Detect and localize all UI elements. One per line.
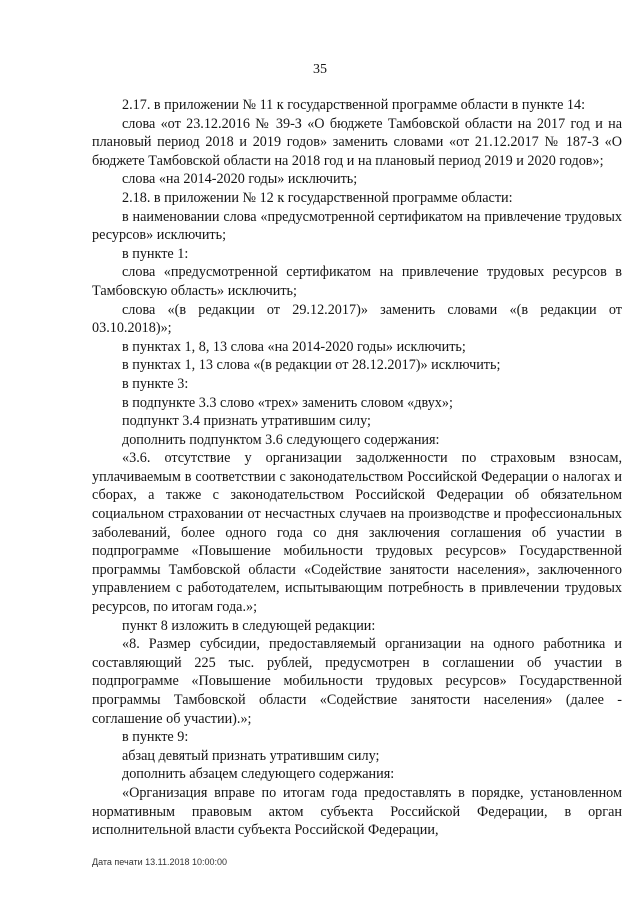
page-number: 35 [313,62,327,77]
paragraph: в наименовании слова «предусмотренной сертификатом на привлечение трудовых ресурсов» исключить; [92,208,622,244]
paragraph: в пунктах 1, 13 слова «(в редакции от 28.12.2017)» исключить; [122,357,501,374]
paragraph: слова «на 2014-2020 годы» исключить; [122,171,358,188]
paragraph: дополнить подпунктом 3.6 следующего содержания: [122,431,440,448]
paragraph: «Организация вправе по итогам года предоставлять в порядке, установленном нормативным правовым актом субъекта Российской Федерации, в орган исполнительной власти субъекта Российской Федерации, [92,784,622,839]
paragraph: абзац девятый признать утратившим силу; [122,747,380,764]
paragraph: слова «(в редакции от 29.12.2017)» заменить словами «(в редакции от 03.10.2018)»; [92,301,622,337]
paragraph: подпункт 3.4 признать утратившим силу; [122,413,371,430]
paragraph: в подпункте 3.3 слово «трех» заменить словом «двух»; [122,394,453,411]
paragraph: в пункте 1: [122,245,189,262]
paragraph: слова «от 23.12.2016 № 39-З «О бюджете Тамбовской области на 2017 год и на плановый период 2018 и 2019 годов» заменить словами «от 21.12.2017 № 187-З «О бюджете Тамбовской области на 2018 год и на плановый период 2019 и 2020 годов»; [92,115,622,169]
print-date: Дата печати 13.11.2018 10:00:00 [92,857,228,867]
paragraph: пункт 8 изложить в следующей редакции: [122,617,376,634]
paragraph: в пунктах 1, 8, 13 слова «на 2014-2020 годы» исключить; [122,338,466,355]
paragraph: в пункте 3: [122,375,189,392]
paragraph: слова «предусмотренной сертификатом на привлечение трудовых ресурсов в Тамбовскую область» исключить; [92,264,622,299]
paragraph: дополнить абзацем следующего содержания: [122,766,395,783]
paragraph: «8. Размер субсидии, предоставляемый организации на одного работника и составляющий 225 тыс. рублей, предусмотрен в соглашении об участии в подпрограмме «Повышение мобильности трудовых ресурсов» Государственной программы Тамбовской области «Содействие занятости населения» (далее - соглашение об участии).»; [92,636,622,727]
document-body [92,96,622,840]
paragraph: 2.18. в приложении № 12 к государственной программе области: [122,189,513,206]
paragraph: в пункте 9: [122,729,189,746]
paragraph: «3.6. отсутствие у организации задолженности по страховым взносам, уплачиваемым в соответствии с законодательством Российской Федерации о налогах и сборах, а также с законодательством Российской Федерации об обязательном социальном страховании от несчастных случаев на производстве и профессиональных заболеваний, более одного года со дня заключения соглашения об участии в подпрограмме «Повышение мобильности трудовых ресурсов» Государственной программы Тамбовской области «Содействие занятости населения», заключенного управлением с работодателем, испытывающим потребность в привлечении трудовых ресурсов, по итогам года.»; [92,450,622,616]
paragraph: 2.17. в приложении № 11 к государственной программе области в пункте 14: [122,97,586,113]
